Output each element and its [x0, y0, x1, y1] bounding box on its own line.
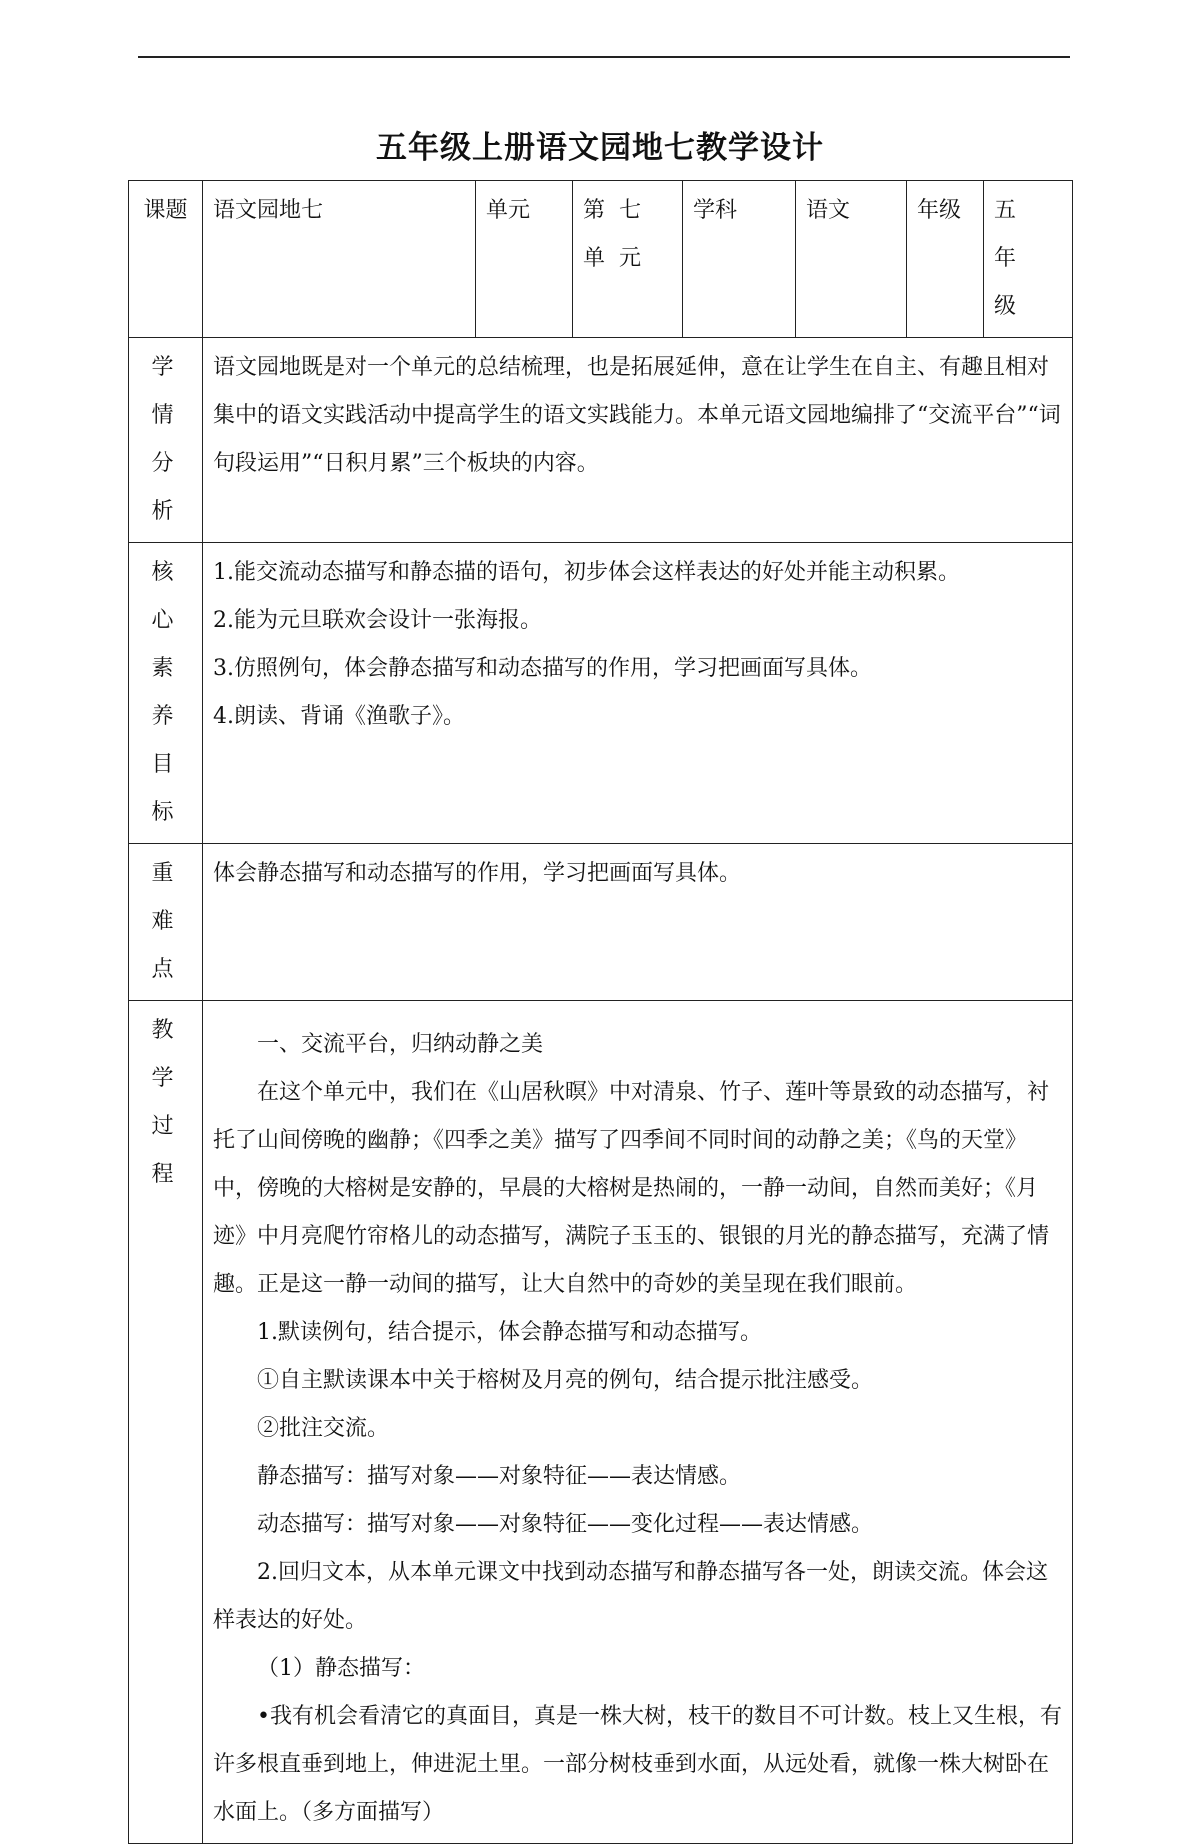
- grade-label: 年级: [907, 181, 984, 338]
- dynamic-description: 动态描写：描写对象——对象特征——变化过程——表达情感。: [257, 1512, 874, 1537]
- step-1b: ②批注交流。: [257, 1416, 390, 1441]
- goals-row: [129, 543, 1073, 844]
- example-static: •我有机会看清它的真面目，真是一株大树，枝干的数目不可计数。枝上又生根，有许多根直垂到地上，伸进泥土里。一部分树枝垂到水面，从远处看，就像一株大树卧在水面上。（多方面描写）: [213, 1704, 1062, 1825]
- unit-value: 第七单元: [573, 181, 683, 338]
- goal-item: 4.朗读、背诵《渔歌子》。: [213, 704, 465, 729]
- step-2: 2.回归文本，从本单元课文中找到动态描写和静态描写各一处，朗读交流。体会这样表达的好处。: [213, 1560, 1048, 1633]
- goals-label: 核心素养目标: [151, 560, 180, 825]
- document-title: 五年级上册语文园地七教学设计: [376, 130, 824, 166]
- step-1a: ①自主默读课本中关于榕树及月亮的例句，结合提示批注感受。: [257, 1368, 874, 1393]
- key-points-label: 重难点: [151, 861, 180, 982]
- goal-item: 2.能为元旦联欢会设计一张海报。: [213, 608, 542, 633]
- header-rule: [138, 56, 1070, 58]
- analysis-text: 语文园地既是对一个单元的总结梳理，也是拓展延伸，意在让学生在自主、有趣且相对集中的语文实践活动中提高学生的语文实践能力。本单元语文园地编排了“交流平台”“词句段运用”“日积月累”三个板块的内容。: [203, 338, 1073, 543]
- sub-heading-static: （1）静态描写：: [257, 1656, 425, 1681]
- process-row: [129, 1001, 1073, 1844]
- analysis-label: 学情分析: [151, 355, 180, 524]
- topic-label: 课题: [129, 181, 203, 338]
- goals-list: [203, 543, 1073, 844]
- subject-value: 语文: [796, 181, 907, 338]
- goal-item: 1.能交流动态描写和静态描的语句，初步体会这样表达的好处并能主动积累。: [213, 560, 960, 585]
- unit-label: 单元: [476, 181, 573, 338]
- section-intro: 在这个单元中，我们在《山居秋暝》中对清泉、竹子、莲叶等景致的动态描写，衬托了山间傍晚的幽静；《四季之美》描写了四季间不同时间的动静之美；《鸟的天堂》中，傍晚的大榕树是安静的，早晨的大榕树是热闹的，一静一动间，自然而美好；《月迹》中月亮爬竹帘格儿的动态描写，满院子玉玉的、银银的月光的静态描写，充满了情趣。正是这一静一动间的描写，让大自然中的奇妙的美呈现在我们眼前。: [213, 1080, 1050, 1297]
- analysis-row: [129, 338, 1073, 543]
- key-points-text: 体会静态描写和动态描写的作用，学习把画面写具体。: [203, 844, 1073, 1001]
- subject-label: 学科: [683, 181, 796, 338]
- step-1: 1.默读例句，结合提示，体会静态描写和动态描写。: [257, 1320, 762, 1345]
- process-label: 教学过程: [151, 1018, 180, 1187]
- topic-value: 语文园地七: [203, 181, 476, 338]
- header-row: [129, 181, 1073, 338]
- key-points-row: [129, 844, 1073, 1001]
- grade-value: 五年级: [984, 181, 1073, 338]
- section-heading: 一、交流平台，归纳动静之美: [257, 1032, 544, 1057]
- lesson-plan-table: [128, 180, 1073, 1844]
- static-description: 静态描写：描写对象——对象特征——表达情感。: [257, 1464, 742, 1489]
- process-content: [203, 1001, 1073, 1844]
- goal-item: 3.仿照例句，体会静态描写和动态描写的作用，学习把画面写具体。: [213, 656, 872, 681]
